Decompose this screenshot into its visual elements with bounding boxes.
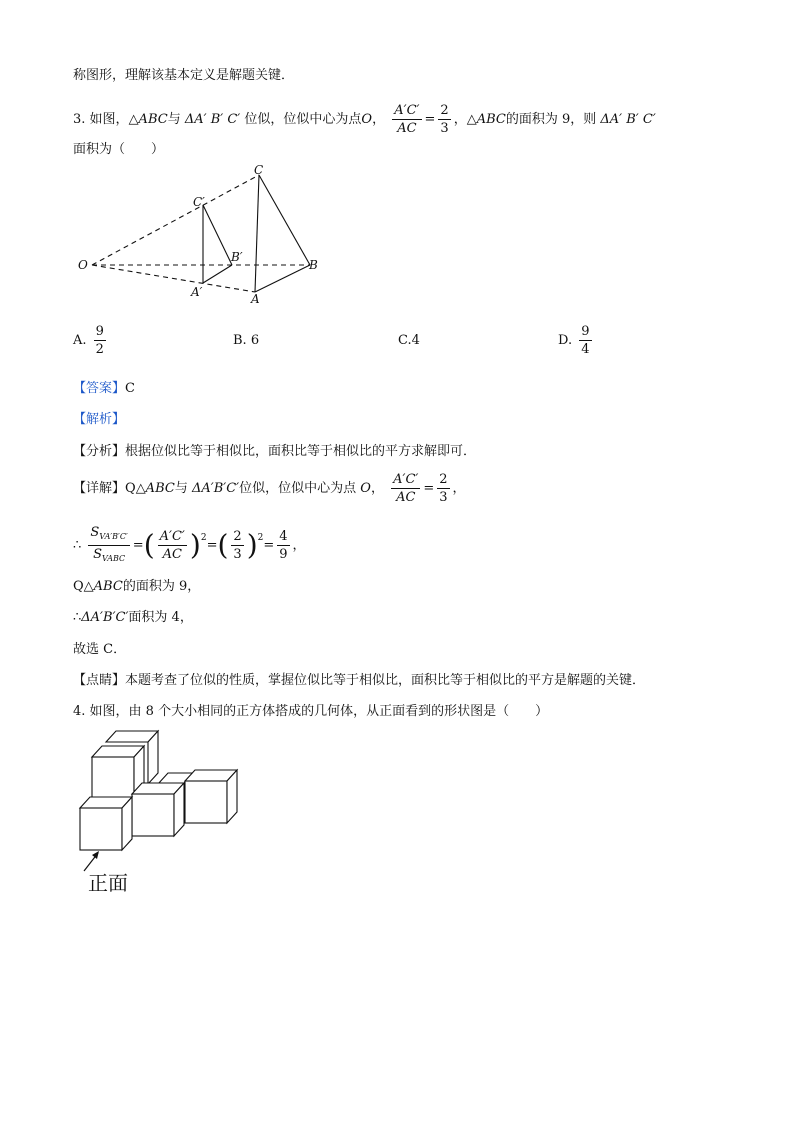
- q3-triangle-abc: △ABC: [128, 112, 168, 127]
- xiangjie-text-1: 与: [174, 481, 188, 496]
- label-a-prime: A′: [191, 285, 203, 299]
- analysis-tag: [73, 411, 125, 429]
- cubes-figure: [70, 726, 250, 898]
- s-den: S: [93, 547, 102, 562]
- q3-text-1: 如图，: [89, 112, 129, 127]
- option-d-letter: D.: [558, 333, 573, 348]
- xiangjie-ratio: [391, 472, 420, 505]
- q3-text-2: 与: [167, 112, 181, 127]
- xiangjie-ratio-num: A′C′: [393, 472, 419, 487]
- two-thirds-fraction: [231, 529, 243, 562]
- dianjing-tag: 【点睛】: [73, 673, 126, 688]
- cube-mid-front: [132, 794, 174, 836]
- exponent-1: 2: [200, 533, 207, 543]
- edge-ab: [255, 265, 310, 292]
- option-b-letter: B.: [233, 333, 247, 348]
- q3-abc: ABC: [476, 112, 506, 127]
- q3-value-num: 2: [440, 103, 449, 118]
- q3-ratio-fraction: [392, 103, 421, 136]
- area-result-line: [73, 609, 193, 627]
- fenxi-line: [73, 443, 476, 461]
- prev-line: 称图形，理解该基本定义是解题关键．: [73, 68, 295, 83]
- option-c-letter: C.: [398, 333, 412, 348]
- side-ratio-num: A′C′: [159, 529, 185, 544]
- therefore-symbol: ∴: [73, 538, 82, 553]
- option-b-value: 6: [250, 333, 260, 348]
- similarity-figure: [75, 163, 325, 308]
- xiangjie-tri-prime: ΔA′B′C′: [191, 481, 240, 496]
- option-d-fraction: [579, 324, 591, 357]
- option-c-value: 4: [411, 333, 420, 348]
- dashed-oa: [92, 265, 255, 292]
- edge-cb: [259, 175, 310, 265]
- front-arrow-head: [92, 851, 99, 859]
- area-given-text: 的面积为 9，: [122, 579, 201, 594]
- result-num: 4: [279, 529, 288, 544]
- xiangjie-text-3: ，: [370, 481, 384, 496]
- q3-number: 3.: [73, 112, 86, 127]
- option-d-den: 4: [581, 342, 590, 357]
- q3-line2: 面积为（ ）: [73, 142, 165, 157]
- s-num-sub: VA′B′C′: [99, 532, 128, 541]
- q3-ratio-den: AC: [397, 121, 417, 136]
- q3-triangle-prime-2: ΔA′ B′ C′: [600, 112, 656, 127]
- option-b[interactable]: [233, 333, 259, 348]
- answer-tag: 【答案】: [73, 381, 126, 396]
- option-a-letter: A.: [73, 333, 87, 348]
- area-result-text: 面积为 4，: [128, 610, 193, 625]
- label-o: O: [78, 258, 88, 272]
- s-num: S: [90, 525, 100, 540]
- dianjing-text: 本题考查了位似的性质，掌握位似比等于相似比，面积比等于相似比的平方是解题的关键．: [125, 673, 646, 688]
- two-thirds-num: 2: [233, 529, 242, 544]
- area-given-tri: △ABC: [83, 579, 123, 594]
- option-a-num: 9: [95, 324, 104, 339]
- option-a-den: 2: [95, 342, 104, 357]
- xiangjie-value-num: 2: [439, 472, 448, 487]
- xiangjie-text-2: 位似，位似中心为点: [239, 481, 357, 496]
- q3-value-fraction: [438, 103, 450, 136]
- fenxi-text: 根据位似比等于相似比，面积比等于相似比的平方求解即可．: [125, 444, 477, 459]
- edge-ca: [255, 175, 259, 292]
- exponent-2: 2: [257, 533, 264, 543]
- answer-line: [73, 380, 135, 398]
- xiangjie-tag: 【详解】: [73, 481, 126, 496]
- analysis-label: 【解析】: [73, 412, 126, 427]
- label-c-prime: C′: [193, 195, 205, 209]
- cube-front-front: [80, 808, 122, 850]
- q3-text-6: 的面积为 9，则: [505, 112, 597, 127]
- therefore-symbol-2: ∴: [73, 610, 82, 625]
- q4-line: 4. 如图，由 8 个大小相同的正方体搭成的几何体，从正面看到的形状图是（ ）: [73, 704, 549, 719]
- s-den-sub: VABC: [101, 554, 126, 563]
- xiangjie-text-4: ，: [452, 481, 466, 496]
- xiangjie-point-o: O: [360, 481, 371, 496]
- area-ratio-equation: ∴ $\frac{S_{VA'B'C'}}{S_{VABC}}$ =( $\frac{A'C'}{AC}$ )$^2$=( $\frac{2}{3}$ )$^2$= $\frac{4}{9}$ ，: [73, 516, 306, 566]
- label-b: B: [309, 258, 318, 272]
- option-a[interactable]: [73, 324, 109, 357]
- xiangjie-line: 【详解】Q△ABC与 ΔA′B′C′位似，位似中心为点 O， $\frac{A'C'}{AC}$ = $\frac{2}{3}$ ，: [73, 472, 466, 505]
- two-thirds-den: 3: [233, 547, 242, 562]
- option-d-num: 9: [581, 324, 590, 339]
- q3-ratio-num: A′C′: [394, 103, 420, 118]
- side-ratio-fraction: [158, 529, 187, 562]
- result-den: 9: [279, 547, 288, 562]
- area-result-tri: ΔA′B′C′: [81, 610, 129, 625]
- because-symbol-2: Q: [73, 579, 84, 594]
- cube-top-front: [92, 757, 134, 799]
- label-a: A: [251, 292, 260, 306]
- q3-text-3: 位似，位似中心为点: [244, 112, 362, 127]
- q3-value-den: 3: [440, 121, 449, 136]
- xiangjie-value: [437, 472, 449, 505]
- area-ratio-num: [88, 525, 129, 546]
- dianjing-line: [73, 672, 645, 690]
- area-ratio-fraction: [88, 525, 129, 566]
- fenxi-tag: 【分析】: [73, 444, 126, 459]
- q3-triangle-prime: ΔA′ B′ C′: [184, 112, 241, 127]
- q3-equals: =: [424, 112, 436, 127]
- edge-ab-prime: [203, 265, 232, 283]
- side-ratio-den: AC: [162, 547, 182, 562]
- label-b-prime: B′: [231, 250, 243, 264]
- option-d[interactable]: [558, 324, 595, 357]
- option-a-fraction: [94, 324, 106, 357]
- label-c: C: [254, 163, 264, 177]
- area-given-line: [73, 578, 200, 596]
- xiangjie-ratio-den: AC: [396, 490, 416, 505]
- answer-value: C: [125, 381, 135, 396]
- front-label: 正面: [88, 871, 128, 895]
- q3-line1: [73, 102, 656, 138]
- because-symbol: Q: [125, 481, 136, 496]
- q3-text-4: ，: [372, 112, 386, 127]
- xiangjie-value-den: 3: [439, 490, 448, 505]
- edge-cb-prime: [203, 205, 232, 265]
- result-fraction: [277, 529, 289, 562]
- area-ratio-den: [91, 546, 127, 566]
- q3-text-5: ，△: [453, 112, 477, 127]
- q3-point-o: O: [361, 112, 373, 127]
- eq-tail: ，: [292, 538, 306, 553]
- choose-line: 故选 C．: [73, 642, 127, 657]
- xiangjie-tri: △ABC: [135, 481, 175, 496]
- cube-right-front: [185, 781, 227, 823]
- option-c[interactable]: [398, 333, 420, 348]
